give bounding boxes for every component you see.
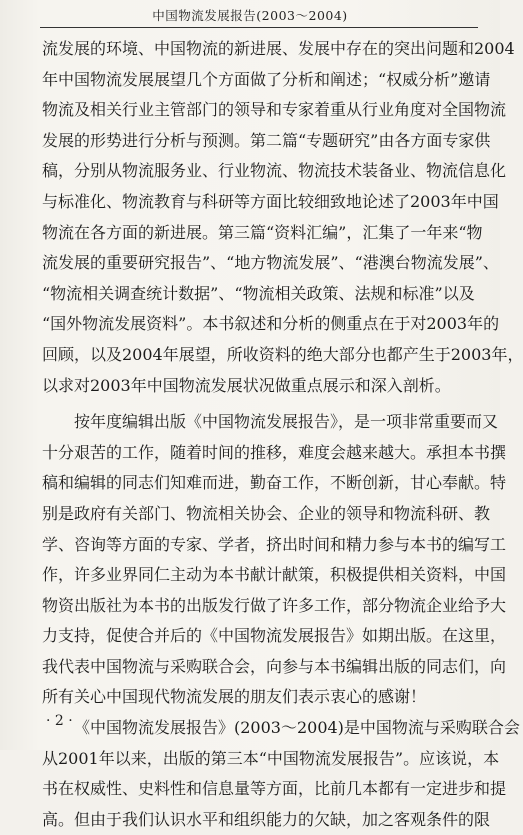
text-line: 物资出版社为本书的出版发行做了许多工作，部分物流企业给予大 — [42, 595, 507, 615]
text-line: 从2001年以来，出版的第三本“中国物流发展报告”。应该说，本 — [42, 748, 500, 768]
text-line: 我代表中国物流与采购联合会，向参与本书编辑出版的同志们，向 — [42, 656, 507, 676]
text-line: “国外物流发展资料”。本书叙述和分析的侧重点在于对2003年的 — [42, 314, 500, 334]
text-line: 按年度编辑出版《中国物流发展报告》，是一项非常重要而又 — [74, 412, 499, 432]
text-line: 发展的形势进行分析与预测。第二篇“专题研究”由各方面专家供 — [42, 130, 491, 150]
text-line: 书在权威性、史料性和信息量等方面，比前几本都有一定进步和提 — [42, 779, 507, 799]
header-rule — [40, 27, 478, 28]
text-line: 《中国物流发展报告》(2003～2004)是中国物流与采购联合会 — [74, 718, 520, 738]
text-line: 十分艰苦的工作，随着时间的推移，难度会越来越大。承担本书撰 — [42, 442, 507, 462]
text-line: 学、咨询等方面的专家、学者，挤出时间和精力参与本书的编写工 — [42, 534, 507, 554]
text-line: 作，许多业界同仁主动为本书献计献策，积极提供相关资料，中国 — [42, 565, 507, 585]
text-line: 回顾，以及2004年展望，所收资料的绝大部分也都产生于2003年， — [42, 344, 523, 364]
text-line: 以求对2003年中国物流发展状况做重点展示和深入剖析。 — [42, 375, 451, 395]
text-line: 流发展的重要研究报告”、“地方物流发展”、“港澳台物流发展”、 — [42, 253, 499, 273]
text-line: 稿和编辑的同志们知难而进，勤奋工作，不断创新，甘心奉献。特 — [42, 473, 507, 493]
paragraph-1 — [42, 34, 523, 401]
text-line: 力支持，促使合并后的《中国物流发展报告》如期出版。在这里， — [42, 626, 507, 646]
paragraph-3 — [42, 713, 520, 835]
text-line: 流发展的环境、中国物流的新进展、发展中存在的突出问题和2004 — [42, 39, 515, 58]
running-header: 中国物流发展报告(2003～2004) — [152, 8, 348, 23]
text-line: 稿，分别从物流服务业、行业物流、物流技术装备业、物流信息化 — [42, 161, 507, 181]
paragraph-2 — [42, 407, 507, 713]
text-line: 与标准化、物流教育与科研等方面比较细致地论述了2003年中国 — [42, 191, 499, 211]
text-line: 物流在各方面的新进展。第三篇“资料汇编”，汇集了一年来“物 — [42, 222, 483, 242]
text-line: 年中国物流发展展望几个方面做了分析和阐述；“权威分析”邀请 — [42, 69, 491, 89]
text-line: “物流相关调查统计数据”、“物流相关政策、法规和标准”以及 — [42, 283, 475, 303]
text-line: 所有关心中国现代物流发展的朋友们表示衷心的感谢！ — [42, 687, 427, 707]
text-line: 高。但由于我们认识水平和组织能力的欠缺，加之客观条件的限 — [42, 809, 491, 829]
text-line: 别是政府有关部门、物流相关协会、企业的领导和物流科研、教 — [42, 503, 491, 523]
page-number: · 2 · — [46, 713, 73, 729]
body-text — [42, 34, 523, 835]
text-line: 物流及相关行业主管部门的领导和专家着重从行业角度对全国物流 — [42, 100, 507, 120]
